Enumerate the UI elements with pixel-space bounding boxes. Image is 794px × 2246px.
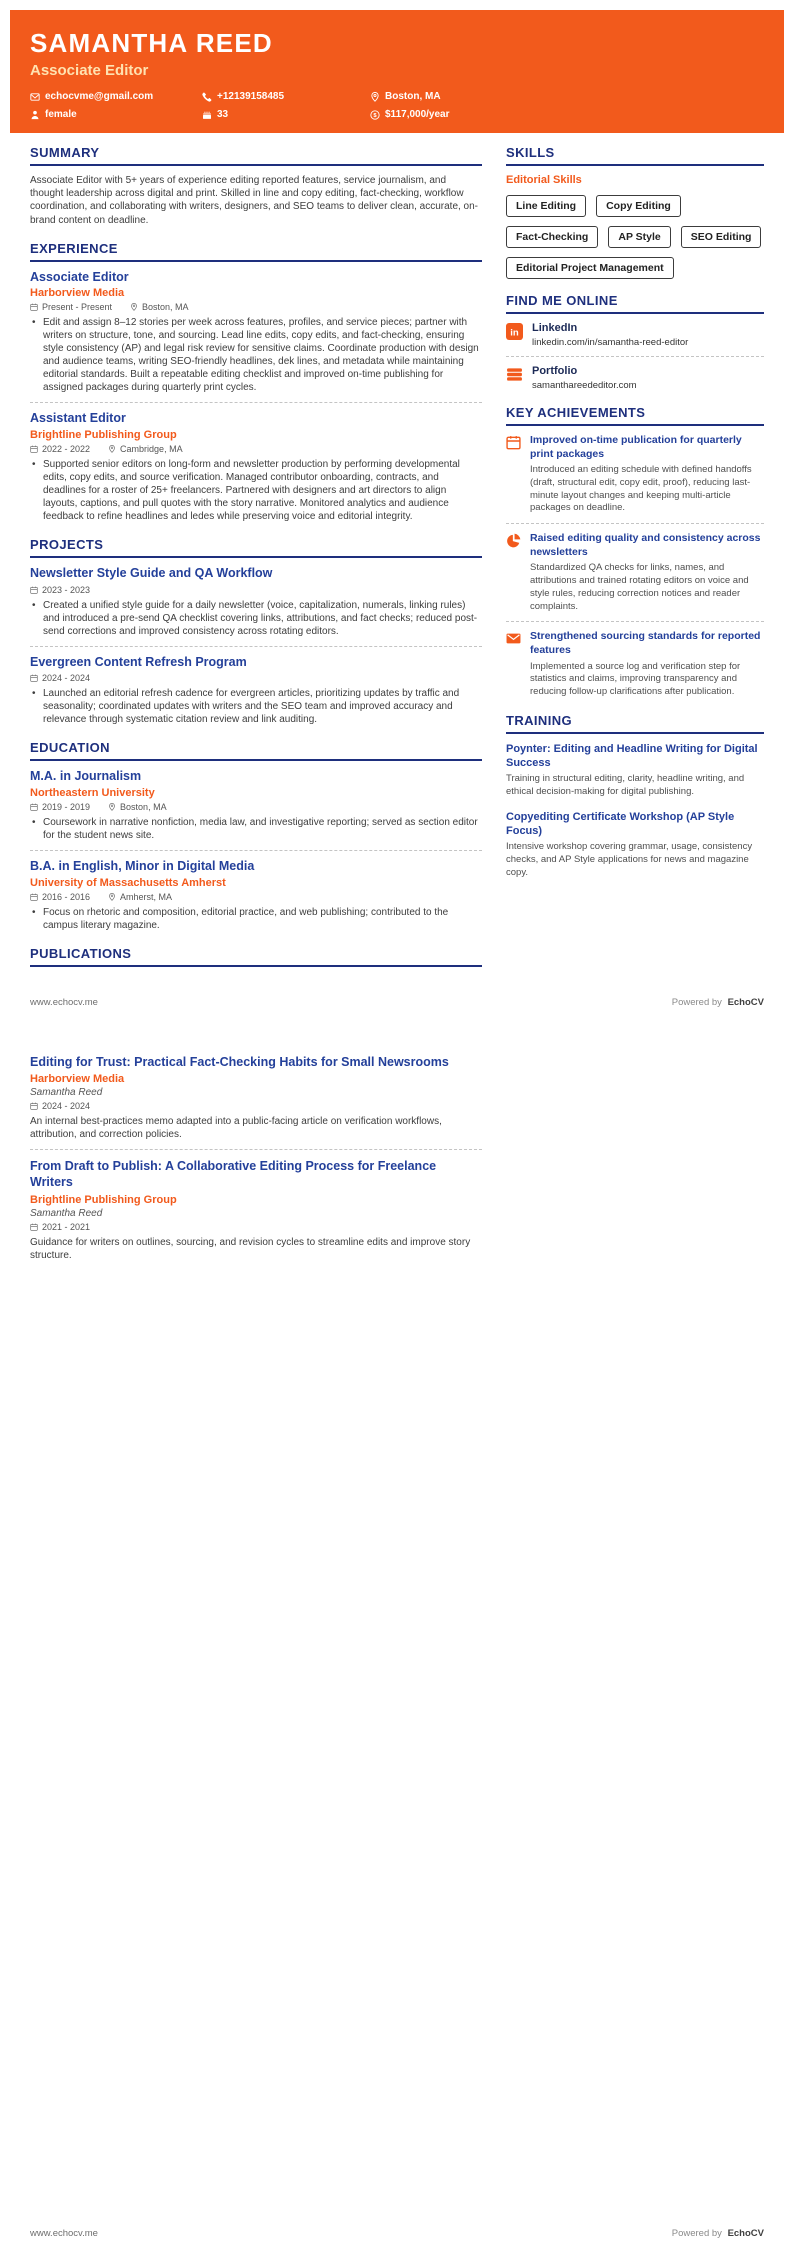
project-dates-text: 2024 - 2024 <box>42 673 91 684</box>
online-profile-label: Portfolio <box>532 365 578 377</box>
education-dates-text: 2019 - 2019 <box>42 801 91 812</box>
phone-icon <box>202 92 212 102</box>
find-me-online-heading: FIND ME ONLINE <box>506 293 764 314</box>
pie-chart-icon <box>506 533 521 553</box>
education-bullets <box>30 906 482 932</box>
education-location-text: Boston, MA <box>120 801 167 812</box>
publication-dates-text: 2021 - 2021 <box>42 1221 91 1232</box>
training-section <box>506 713 764 880</box>
education-entry <box>30 859 482 932</box>
calendar-icon <box>30 803 38 811</box>
experience-title: Associate Editor <box>30 269 129 284</box>
education-school: University of Massachusetts Amherst <box>30 876 226 889</box>
experience-section <box>30 241 482 523</box>
training-entry <box>506 810 764 880</box>
education-bullets <box>30 816 482 842</box>
calendar-icon <box>30 893 38 901</box>
location-pin-icon <box>370 92 380 102</box>
location-pin-icon <box>108 893 116 901</box>
contact-location-text: Boston, MA <box>385 91 441 102</box>
summary-text: Associate Editor with 5+ years of experience editing reported features, service journalism, and thought leadership across digital and print. Skilled in line and copy editing, fact-checking, workflow coordination, and collaborating with writers, designers, and SEO teams to deliver clean, accurate, on-brand content on deadline. <box>30 175 479 226</box>
achievement-title: Strengthened sourcing standards for reported features <box>530 630 761 656</box>
achievement-title: Raised editing quality and consistency across newsletters <box>530 532 761 558</box>
publication-publisher: Brightline Publishing Group <box>30 1193 177 1206</box>
training-text: Training in structural editing, clarity, headline writing, and ethical decision-making for digital publishing. <box>506 773 745 798</box>
contact-salary <box>370 109 510 120</box>
publication-entry <box>30 1158 482 1262</box>
dashed-separator <box>506 523 764 524</box>
skill-tag: Line Editing <box>506 195 586 217</box>
skills-group-title: Editorial Skills <box>506 174 582 186</box>
projects-heading: PROJECTS <box>30 537 482 558</box>
location-pin-icon <box>108 445 116 453</box>
education-school: Northeastern University <box>30 786 155 799</box>
dashed-separator <box>30 1149 482 1150</box>
project-title: Newsletter Style Guide and QA Workflow <box>30 566 273 580</box>
publications-heading: PUBLICATIONS <box>30 946 482 967</box>
dashed-separator <box>30 646 482 647</box>
skill-tag: AP Style <box>608 226 670 248</box>
calendar-icon <box>506 435 521 455</box>
education-meta <box>30 802 482 812</box>
publication-dates <box>30 1101 90 1111</box>
education-dates <box>30 892 90 902</box>
publication-description: Guidance for writers on outlines, sourcing, and revision cycles to streamline edits and improve story structure. <box>30 1236 471 1261</box>
experience-dates-text: Present - Present <box>42 302 113 313</box>
training-title: Copyediting Certificate Workshop (AP Style Focus) <box>506 810 735 838</box>
online-profile-label: LinkedIn <box>532 322 578 334</box>
key-achievements-section <box>506 405 764 699</box>
project-dates <box>30 585 90 595</box>
project-meta <box>30 673 482 683</box>
brand-name[interactable]: EchoCV <box>727 996 764 1008</box>
powered-by-text: Powered by <box>671 996 722 1008</box>
summary-heading: SUMMARY <box>30 145 482 166</box>
education-degree: B.A. in English, Minor in Digital Media <box>30 858 255 873</box>
calendar-icon <box>30 445 38 453</box>
calendar-icon <box>30 674 38 682</box>
skills-heading: SKILLS <box>506 145 764 166</box>
contact-salary-text: $117,000/year <box>385 109 450 120</box>
experience-dates <box>30 444 90 454</box>
publication-author: Samantha Reed <box>30 1207 103 1219</box>
candidate-name: SAMANTHA REED <box>30 28 273 58</box>
training-heading: TRAINING <box>506 713 764 734</box>
achievement-title: Improved on-time publication for quarterly print packages <box>530 434 742 460</box>
contact-phone[interactable] <box>202 91 370 102</box>
experience-title: Assistant Editor <box>30 411 126 426</box>
email-icon <box>30 92 40 102</box>
projects-section <box>30 537 482 726</box>
cake-icon <box>202 110 212 120</box>
contact-age <box>202 109 370 120</box>
contact-age-text: 33 <box>217 109 229 120</box>
contact-phone-text: +12139158485 <box>217 91 285 102</box>
project-bullets <box>30 599 482 638</box>
project-entry <box>30 566 482 638</box>
publication-dates <box>30 1222 90 1232</box>
education-location <box>108 802 167 812</box>
experience-dates-text: 2022 - 2022 <box>42 444 91 454</box>
find-me-online-section <box>506 293 764 391</box>
contact-email[interactable] <box>30 91 202 102</box>
training-entry <box>506 742 764 799</box>
dashed-separator <box>506 356 764 357</box>
contact-gender <box>30 109 202 120</box>
experience-bullets <box>30 316 482 394</box>
project-entry <box>30 655 482 727</box>
education-entry <box>30 769 482 842</box>
project-bullet: • Launched an editorial refresh cadence for evergreen articles, prioritizing updates by traffic and seasonality; coordinated updates with writers and the SEO team and improved accuracy and relevance through systematic citation review and link auditing. <box>43 687 482 726</box>
publication-meta <box>30 1101 482 1111</box>
location-pin-icon <box>130 303 138 311</box>
experience-company: Brightline Publishing Group <box>30 429 177 441</box>
education-dates-text: 2016 - 2016 <box>42 891 91 902</box>
education-location <box>108 892 172 902</box>
key-achievements-heading: KEY ACHIEVEMENTS <box>506 405 764 426</box>
publication-description: An internal best-practices memo adapted into a public-facing article on verification workflows, attribution, and correction policies. <box>30 1115 442 1140</box>
calendar-icon <box>30 1223 38 1231</box>
publication-dates-text: 2024 - 2024 <box>42 1100 91 1111</box>
project-bullet: • Created a unified style guide for a daily newsletter (voice, capitalization, numerals, linking rules) and introduced a pre-send QA checklist covering links, attributions, and fact checks; reduced post-send corrections and improved consistency across rotating editors. <box>43 599 482 638</box>
project-title: Evergreen Content Refresh Program <box>30 654 247 669</box>
publication-author: Samantha Reed <box>30 1086 103 1098</box>
achievement-text: Standardized QA checks for links, names, and attributions and trained rotating editors on voice and style rules, reducing correction notices and reader complaints. <box>530 562 749 612</box>
training-text: Intensive workshop covering grammar, usage, consistency checks, and AP Style applications for news and magazine copy. <box>506 841 753 878</box>
experience-entry <box>30 270 482 395</box>
dashed-separator <box>30 850 482 851</box>
experience-location-text: Boston, MA <box>142 302 189 313</box>
dollar-icon <box>370 110 380 120</box>
contact-info <box>30 91 510 120</box>
right-column <box>506 145 764 880</box>
project-meta <box>30 585 482 595</box>
calendar-icon <box>30 1102 38 1110</box>
online-profile-url[interactable]: samanthareededitor.com <box>532 380 637 391</box>
skill-tag: Editorial Project Management <box>506 257 674 279</box>
publication-publisher: Harborview Media <box>30 1072 125 1085</box>
online-profile-url[interactable]: linkedin.com/in/samantha-reed-editor <box>532 337 689 348</box>
achievement-entry <box>506 532 764 613</box>
achievement-text: Introduced an editing schedule with defined handoffs (draft, structural edit, copy edit, proof), reducing last-minute layout changes and keeping multi-article packages on deadline. <box>530 464 752 514</box>
footer-powered-by <box>672 2228 764 2239</box>
envelope-icon <box>506 631 521 651</box>
dashed-separator <box>30 402 482 403</box>
experience-bullet: • Supported senior editors on long-form and newsletter production by performing developmental edits, copy edits, and source verification. Managed contributor onboarding, contracts, and deadlines for a roster of 25+ freelancers. Partnered with designers and art directors to align layouts, captions, and pull quotes with the story narrative. Monitored analytics and audience feedback to refine headlines and ledes while preserving voice and editorial integrity. <box>43 458 482 523</box>
calendar-icon <box>30 586 38 594</box>
publication-title: From Draft to Publish: A Collaborative Editing Process for Freelance Writers <box>30 1159 437 1190</box>
skills-tag-list <box>506 195 764 279</box>
location-pin-icon <box>108 803 116 811</box>
training-title: Poynter: Editing and Headline Writing for Digital Success <box>506 742 758 770</box>
publication-title: Editing for Trust: Practical Fact-Checking Habits for Small Newsrooms <box>30 1054 449 1069</box>
calendar-icon <box>30 303 38 311</box>
stack-icon <box>506 366 523 388</box>
education-heading: EDUCATION <box>30 740 482 761</box>
linkedin-icon <box>506 323 523 345</box>
candidate-job-title: Associate Editor <box>30 62 149 79</box>
experience-location <box>108 444 183 454</box>
brand-name[interactable]: EchoCV <box>727 2228 764 2239</box>
contact-location <box>370 91 510 102</box>
summary-section <box>30 145 482 227</box>
experience-bullet: • Edit and assign 8–12 stories per week across features, profiles, and service pieces; partner with writers on structure, tone, and sourcing. Lead line edits, copy edits, and fact-checking, ensuring style consistency (AP) and legal risk review for sensitive claims. Coordinate production with design and audience teams, writing SEO-friendly headlines, dek lines, and metadata while maintaining editorial standards. Built a repeatable editing checklist and improved on-time publishing for assigned packages during quarterly print cycles. <box>43 316 482 394</box>
education-dates <box>30 802 90 812</box>
online-profile-linkedin <box>506 322 764 348</box>
skills-section <box>506 145 764 279</box>
experience-heading: EXPERIENCE <box>30 241 482 262</box>
left-column <box>30 145 482 975</box>
experience-bullets <box>30 458 482 523</box>
experience-meta <box>30 302 482 312</box>
education-bullet: • Focus on rhetoric and composition, editorial practice, and web publishing; contributed to the campus literary magazine. <box>43 906 482 932</box>
publication-meta <box>30 1222 482 1232</box>
education-section <box>30 740 482 931</box>
experience-entry <box>30 411 482 523</box>
publication-entry <box>30 1054 482 1142</box>
dashed-separator <box>506 621 764 622</box>
resume-header <box>10 10 784 133</box>
svg-text:$: $ <box>373 112 377 119</box>
footer-powered-by <box>672 997 764 1008</box>
project-dates <box>30 673 90 683</box>
footer-site-url[interactable]: www.echocv.me <box>30 2228 98 2239</box>
page1-body <box>0 133 794 975</box>
education-meta <box>30 892 482 902</box>
experience-location-text: Cambridge, MA <box>120 444 183 454</box>
achievement-entry <box>506 630 764 698</box>
contact-email-text: echocvme@gmail.com <box>45 91 154 102</box>
achievement-text: Implemented a source log and verification step for statistics and claims, improving transparency and reducing follow-up clarifications after publication. <box>530 660 741 698</box>
project-bullets <box>30 687 482 726</box>
contact-gender-text: female <box>45 109 77 120</box>
online-profile-portfolio <box>506 365 764 391</box>
publications-section-heading-block <box>30 946 482 967</box>
page2-body <box>0 1008 512 1263</box>
education-degree: M.A. in Journalism <box>30 769 142 784</box>
experience-company: Harborview Media <box>30 287 125 300</box>
page2-footer <box>30 2228 764 2239</box>
experience-dates <box>30 302 112 312</box>
svg-text:in: in <box>510 327 519 339</box>
skill-tag: Copy Editing <box>596 195 681 217</box>
powered-by-text: Powered by <box>671 2228 722 2239</box>
education-location-text: Amherst, MA <box>120 891 173 902</box>
experience-location <box>130 302 189 312</box>
project-dates-text: 2023 - 2023 <box>42 584 91 595</box>
achievement-entry <box>506 434 764 515</box>
person-icon <box>30 110 40 120</box>
experience-meta <box>30 444 482 454</box>
footer-site-url[interactable]: www.echocv.me <box>30 996 98 1008</box>
page1-footer <box>0 997 794 1008</box>
skill-tag: SEO Editing <box>681 226 762 248</box>
skill-tag: Fact-Checking <box>506 226 598 248</box>
education-bullet: • Coursework in narrative nonfiction, media law, and investigative reporting; served as section editor for the student news site. <box>43 816 482 842</box>
